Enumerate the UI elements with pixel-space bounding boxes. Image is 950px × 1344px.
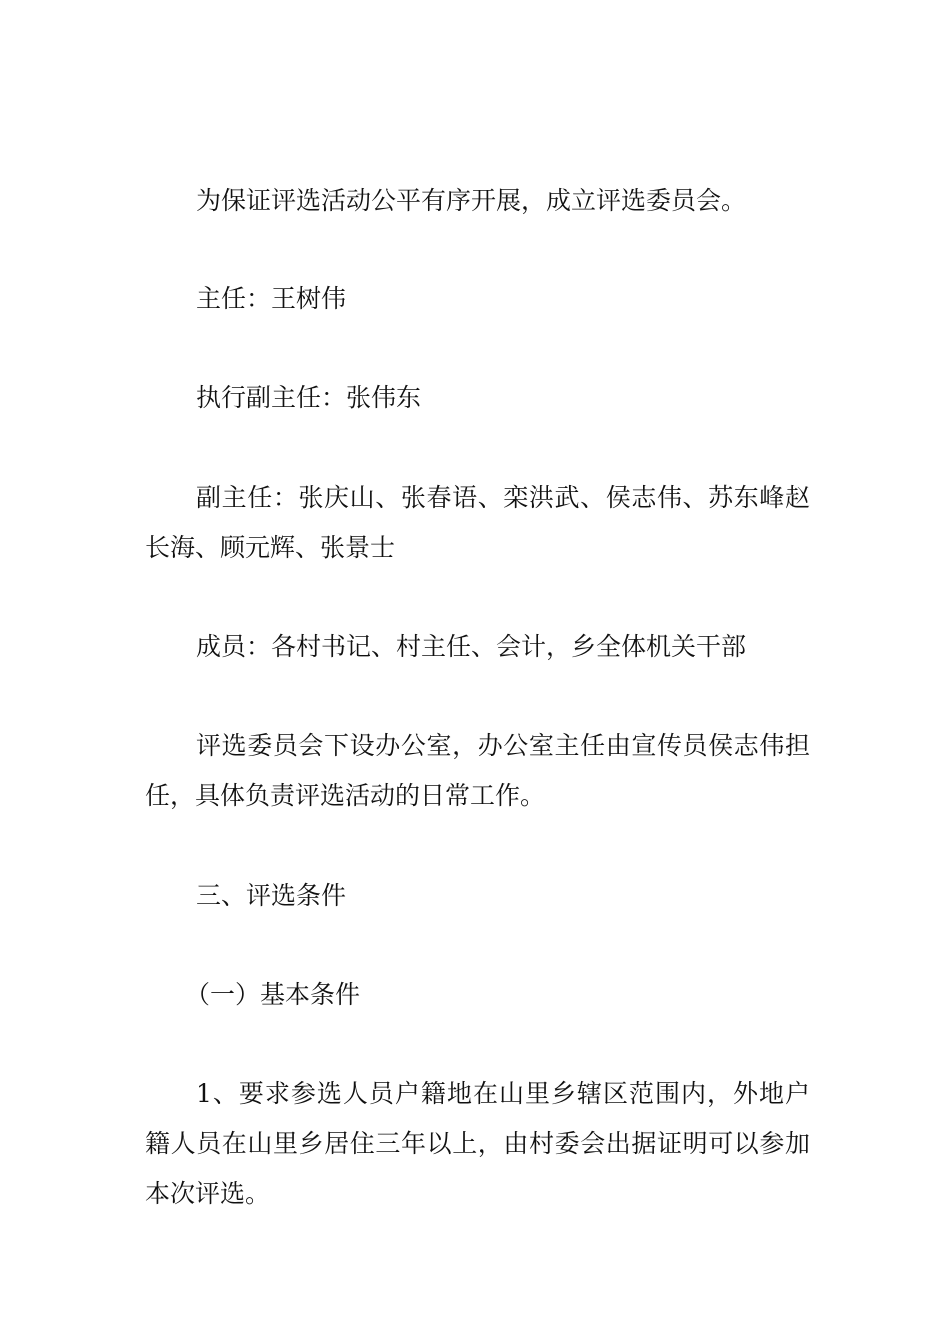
section-heading-criteria: 三、评选条件	[196, 881, 347, 910]
paragraph-members: 成员：各村书记、村主任、会计，乡全体机关干部	[196, 632, 747, 661]
subsection-heading-basic: （一）基本条件	[185, 980, 361, 1009]
paragraph-director: 主任：王树伟	[196, 284, 347, 313]
paragraph-requirement-1: 1、要求参选人员户籍地在山里乡辖区范围内，外地户籍人员在山里乡居住三年以上，由村委会出据证明可以参加本次评选。	[145, 1079, 810, 1208]
paragraph-office: 评选委员会下设办公室，办公室主任由宣传员侯志伟担任，具体负责评选活动的日常工作。	[145, 731, 810, 810]
paragraph-executive-deputy: 执行副主任：张伟东	[196, 383, 422, 412]
paragraph-committee-intro: 为保证评选活动公平有序开展，成立评选委员会。	[196, 186, 747, 215]
paragraph-deputy-directors: 副主任：张庆山、张春语、栾洪武、侯志伟、苏东峰赵长海、顾元辉、张景士	[145, 483, 810, 562]
